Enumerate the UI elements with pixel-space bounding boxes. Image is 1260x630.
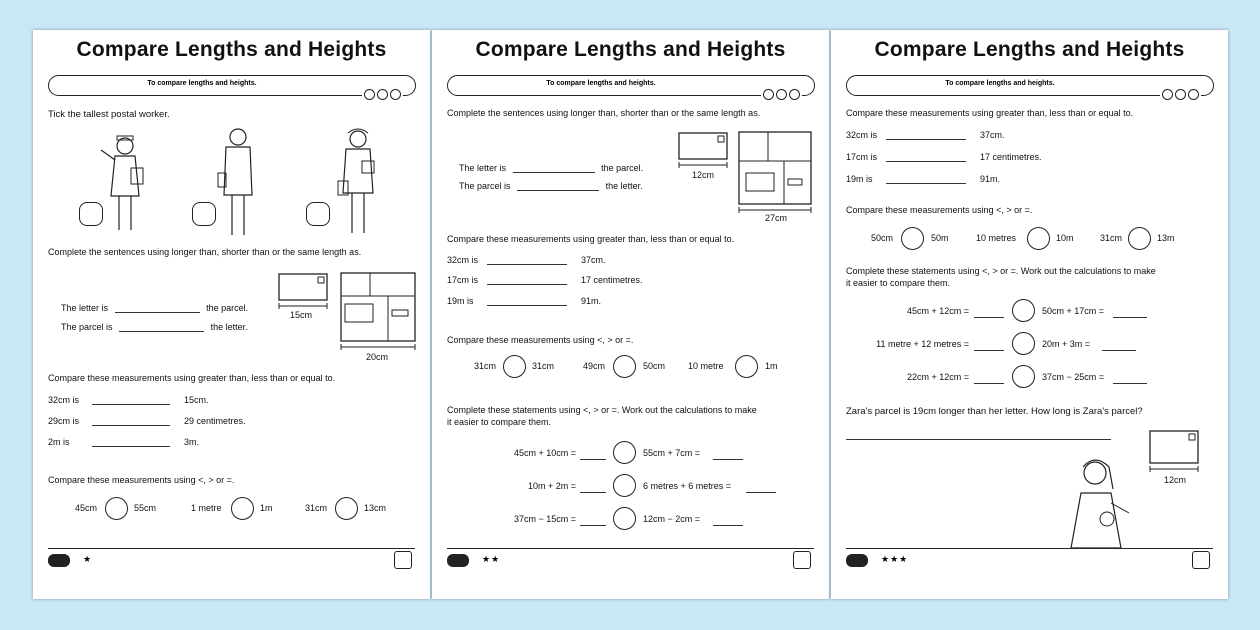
pair-3-a: 10 metre [688, 361, 724, 371]
answer-line[interactable] [92, 395, 170, 405]
answer-line[interactable] [119, 322, 204, 332]
calc-left: 22cm + 12cm = [906, 372, 969, 382]
calc-right: 6 metres + 6 metres = [643, 481, 732, 491]
calc-right: 12cm − 2cm = [643, 514, 701, 524]
difficulty-stars: ★★★ [881, 554, 909, 564]
answer-line[interactable] [974, 374, 1004, 384]
answer-line[interactable] [1113, 308, 1147, 318]
words-right: 3m. [184, 437, 200, 447]
words-left: 19m is [846, 174, 873, 184]
symbol-circle[interactable] [1128, 227, 1151, 250]
pair-1-a: 31cm [474, 361, 497, 371]
pair-3-b: 13cm [364, 503, 387, 513]
sentence-1-start: The letter is [61, 303, 109, 313]
pair-3-a: 31cm [1100, 233, 1123, 243]
sentence-2-end: the letter. [210, 322, 248, 332]
worksheet-one-star [33, 30, 430, 599]
footer-divider [447, 548, 814, 549]
symbols-question: Compare these measurements using <, > or =. [846, 205, 1033, 215]
pair-1-b: 31cm [532, 361, 555, 371]
worksheet-three-star [831, 30, 1228, 599]
sentence-1-start: The letter is [459, 163, 507, 173]
answer-line[interactable] [713, 516, 743, 526]
words-row [447, 255, 606, 265]
symbol-circle[interactable] [613, 474, 636, 497]
answer-line[interactable] [746, 483, 776, 493]
objective-banner [447, 75, 815, 96]
tick-question: Tick the tallest postal worker. [48, 109, 170, 120]
words-left: 17cm is [447, 275, 479, 285]
words-question: Compare these measurements using greater than, less than or equal to. [48, 373, 336, 383]
answer-line[interactable] [115, 303, 200, 313]
answer-line[interactable] [886, 152, 966, 162]
answer-line[interactable] [886, 130, 966, 140]
answer-line[interactable] [1102, 341, 1136, 351]
answer-line[interactable] [92, 437, 170, 447]
words-right: 37cm. [980, 130, 1005, 140]
answer-line[interactable] [92, 416, 170, 426]
sentence-question: Complete the sentences using longer than, shorter than or the same length as. [48, 247, 362, 257]
word-problem: Zara's parcel is 19cm longer than her letter. How long is Zara's parcel? [846, 406, 1143, 417]
objective-text: To compare lengths and heights. [147, 80, 257, 87]
calc-question-line-2: it easier to compare them. [846, 278, 951, 288]
parcel-icon [738, 131, 814, 213]
answer-line[interactable] [487, 296, 567, 306]
answer-line[interactable] [580, 516, 606, 526]
symbol-circle[interactable] [1012, 365, 1035, 388]
words-left: 32cm is [447, 255, 479, 265]
words-row [846, 130, 1005, 140]
symbol-circle[interactable] [335, 497, 358, 520]
answer-line[interactable] [517, 181, 599, 191]
publisher-logo [447, 554, 469, 567]
sentence-1 [459, 163, 643, 173]
words-right: 17 centimetres. [581, 275, 643, 285]
pair-1-a: 50cm [871, 233, 894, 243]
answer-line[interactable] [974, 308, 1004, 318]
letter-icon [278, 273, 330, 315]
answer-line[interactable] [886, 174, 966, 184]
answer-line[interactable] [846, 430, 1111, 440]
calc-right: 20m + 3m = [1042, 339, 1091, 349]
words-right: 37cm. [581, 255, 606, 265]
symbol-circle[interactable] [231, 497, 254, 520]
words-left: 17cm is [846, 152, 878, 162]
symbol-circle[interactable] [1012, 332, 1035, 355]
calc-right: 50cm + 17cm = [1042, 306, 1105, 316]
calc-left: 10m + 2m = [527, 481, 576, 491]
symbols-question: Compare these measurements using <, > or =. [447, 335, 634, 345]
words-row [447, 296, 601, 306]
pair-2-b: 1m [260, 503, 273, 513]
worksheet-title: Compare Lengths and Heights [874, 38, 1185, 61]
tick-box-worker-3[interactable] [306, 202, 330, 226]
worksheet-title: Compare Lengths and Heights [475, 38, 786, 61]
symbol-circle[interactable] [613, 441, 636, 464]
pair-1-a: 45cm [75, 503, 98, 513]
pair-2-b: 10m [1056, 233, 1074, 243]
answer-line[interactable] [580, 483, 606, 493]
objective-text: To compare lengths and heights. [546, 80, 656, 87]
words-right: 17 centimetres. [980, 152, 1042, 162]
pair-3-b: 13m [1157, 233, 1175, 243]
answer-line[interactable] [580, 450, 606, 460]
worksheet-title: Compare Lengths and Heights [76, 38, 387, 61]
words-question: Compare these measurements using greater than, less than or equal to. [846, 108, 1134, 118]
symbol-circle[interactable] [1012, 299, 1035, 322]
symbol-circle[interactable] [613, 507, 636, 530]
answer-line[interactable] [513, 163, 595, 173]
progress-dots [1160, 89, 1201, 100]
answer-line[interactable] [1113, 374, 1147, 384]
pair-1-b: 50m [931, 233, 949, 243]
words-right: 29 centimetres. [184, 416, 246, 426]
tick-box-worker-2[interactable] [192, 202, 216, 226]
publisher-logo [846, 554, 868, 567]
difficulty-stars: ★★ [482, 554, 501, 564]
calc-left: 37cm − 15cm = [513, 514, 576, 524]
parcel-width-label: 20cm [366, 352, 389, 362]
answer-line[interactable] [713, 450, 743, 460]
letter-width-label: 12cm [692, 170, 715, 180]
postal-worker-tall-icon [208, 125, 268, 237]
symbol-circle[interactable] [1027, 227, 1050, 250]
sentence-question: Complete the sentences using longer than, shorter than or the same length as. [447, 108, 761, 118]
pair-2-a: 10 metres [976, 233, 1017, 243]
footer-badge-icon [793, 551, 811, 569]
symbol-circle[interactable] [503, 355, 526, 378]
footer-divider [846, 548, 1213, 549]
sentence-2 [459, 181, 643, 191]
words-left: 19m is [447, 296, 474, 306]
words-row [846, 152, 1042, 162]
pair-2-b: 50cm [643, 361, 666, 371]
letter-icon [1149, 430, 1201, 472]
footer-badge-icon [1192, 551, 1210, 569]
words-right: 91m. [980, 174, 1001, 184]
sentence-2-start: The parcel is [61, 322, 113, 332]
words-left: 32cm is [846, 130, 878, 140]
symbols-question: Compare these measurements using <, > or =. [48, 475, 235, 485]
pair-3-a: 31cm [305, 503, 328, 513]
pair-3-b: 1m [765, 361, 778, 371]
footer-badge-icon [394, 551, 412, 569]
pair-1-b: 55cm [134, 503, 157, 513]
parcel-width-label: 27cm [765, 213, 788, 223]
objective-banner [846, 75, 1214, 96]
postal-worker-medium-icon [328, 125, 388, 237]
letter-icon [678, 132, 730, 174]
symbol-circle[interactable] [613, 355, 636, 378]
words-row [48, 395, 209, 405]
words-row [48, 437, 199, 447]
words-row [447, 275, 643, 285]
letter-width-label: 12cm [1164, 475, 1187, 485]
calc-left: 45cm + 10cm = [513, 448, 576, 458]
symbol-circle[interactable] [105, 497, 128, 520]
footer-divider [48, 548, 415, 549]
symbol-circle[interactable] [901, 227, 924, 250]
answer-line[interactable] [487, 255, 567, 265]
sentence-2 [61, 322, 248, 332]
sentence-1-end: the parcel. [206, 303, 249, 313]
words-right: 15cm. [184, 395, 209, 405]
words-row [48, 416, 246, 426]
pair-2-a: 1 metre [191, 503, 222, 513]
objective-banner [48, 75, 416, 96]
calc-question-line-1: Complete these statements using <, > or =. Work out the calculations to make [846, 266, 1156, 276]
letter-width-label: 15cm [290, 310, 313, 320]
progress-dots [761, 89, 802, 100]
postal-worker-zara-icon [1059, 453, 1149, 548]
worksheet-two-star [432, 30, 829, 599]
calc-right: 55cm + 7cm = [643, 448, 701, 458]
words-right: 91m. [581, 296, 602, 306]
publisher-logo [48, 554, 70, 567]
calc-right: 37cm − 25cm = [1042, 372, 1105, 382]
calc-left: 11 metre + 12 metres = [876, 339, 969, 349]
objective-text: To compare lengths and heights. [945, 80, 1055, 87]
sentence-1 [61, 303, 248, 313]
parcel-icon [340, 272, 418, 354]
sentence-1-end: the parcel. [601, 163, 644, 173]
answer-line[interactable] [974, 341, 1004, 351]
answer-line[interactable] [487, 275, 567, 285]
difficulty-stars: ★ [83, 554, 93, 564]
words-left: 32cm is [48, 395, 80, 405]
sentence-2-end: the letter. [605, 181, 643, 191]
words-question: Compare these measurements using greater than, less than or equal to. [447, 234, 735, 244]
progress-dots [362, 89, 403, 100]
symbol-circle[interactable] [735, 355, 758, 378]
pair-2-a: 49cm [583, 361, 606, 371]
calc-left: 45cm + 12cm = [906, 306, 969, 316]
calc-question-line-2: it easier to compare them. [447, 417, 552, 427]
words-row [846, 174, 1000, 184]
tick-box-worker-1[interactable] [79, 202, 103, 226]
words-left: 29cm is [48, 416, 80, 426]
sentence-2-start: The parcel is [459, 181, 511, 191]
words-left: 2m is [48, 437, 70, 447]
calc-question-line-1: Complete these statements using <, > or =. Work out the calculations to make [447, 405, 757, 415]
